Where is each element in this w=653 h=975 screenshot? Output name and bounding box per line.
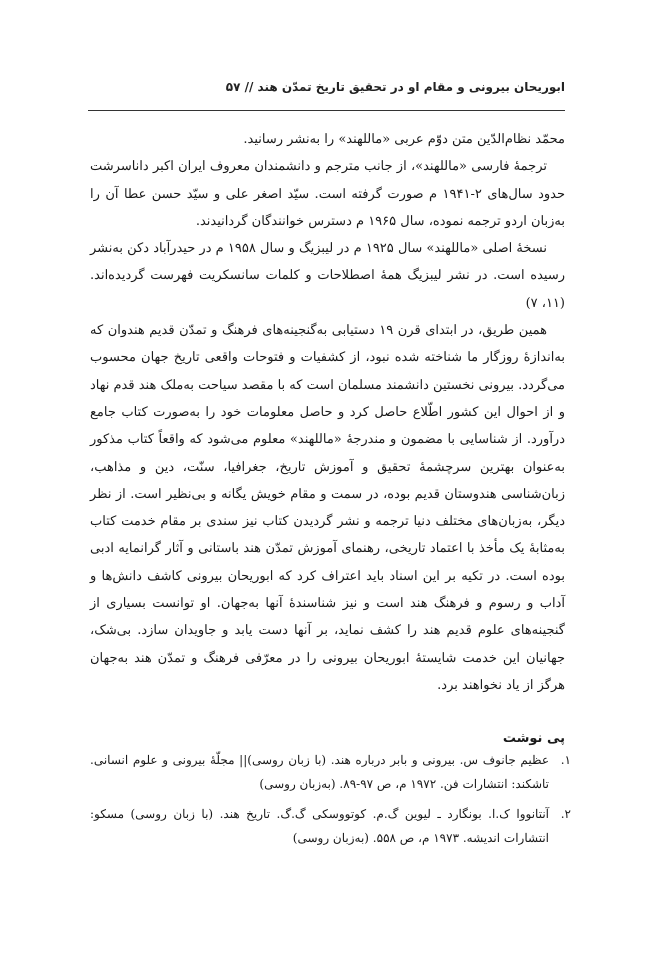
endnote-number: ۱.	[560, 753, 571, 767]
endnote-number: ۲.	[560, 807, 571, 821]
endnote-text: عظیم جانوف س. بیرونی و بابر درباره هند. (با زبان روسی)|| مجلّهٔ بیرونی و علوم انسانی. تاشکند: انتشارات فن. ۱۹۷۲ م، ص ۹۷-۸۹. (به‌زبان روسی)	[90, 753, 549, 791]
paragraph: محمّد نظام‌الدّین متن دوّم عربی «ماللهند» را به‌نشر رسانید.	[243, 132, 565, 147]
endnotes-heading: پی نوشت	[502, 731, 565, 746]
paragraph: ترجمهٔ فارسی «ماللهند»، از جانب مترجم و دانشمندان معروف ایران اکبر داناسرشت حدود سال‌های ۲-۱۹۴۱ م صورت گرفته است. سیّد اصغر علی و سیّد حسن عطا آن را به‌زبان اردو ترجمه نموده، سال ۱۹۶۵ م دسترس خوانندگان گردانیدند.	[90, 159, 565, 229]
endnote-text: آنتانووا ک.ا. بونگارد ـ لیوین گ.م. کوتووسکی گ.گ. تاریخ هند. (با زبان روسی) مسکو: انتشارات اندیشه. ۱۹۷۳ م، ص ۵۵۸. (به‌زبان روسی)	[90, 807, 549, 845]
main-text	[90, 126, 565, 699]
header-rule	[88, 110, 565, 111]
running-header	[88, 80, 565, 94]
endnote-item	[90, 748, 571, 796]
endnotes	[90, 731, 571, 856]
endnote-item	[90, 802, 571, 850]
paragraph: نسخهٔ اصلی «ماللهند» سال ۱۹۲۵ م در لیبزیگ و سال ۱۹۵۸ م در حیدرآباد دکن به‌نشر رسیده است. در نشر لیبزیگ همهٔ اصطلاحات و کلمات سانسکریت فهرست گردیده‌اند. (۱۱، ۷)	[90, 241, 565, 311]
running-title: ابوریحان بیرونی و مقام او در تحقیق تاریخ تمدّن هند // ۵۷	[225, 80, 565, 94]
paragraph: همین طریق، در ابتدای قرن ۱۹ دستیابی به‌گنجینه‌های فرهنگ و تمدّن قدیم هندوان که به‌اندازهٔ روزگار ما شناخته شده نبود، از کشفیات و فتوحات واقعی تاریخ جهان محسوب می‌گردد. بیرونی نخستین دانشمند مسلمان است که با مقصد سیاحت به‌ملک هند قدم نهاد و از احوال این کشور اطّلاع حاصل کرد و حاصل معلومات خود را به‌صورت کتاب جامع درآورد. از شناسایی با مضمون و مندرجهٔ «ماللهند» معلوم می‌شود که واقعاً کتاب مذکور به‌عنوان بهترین سرچشمهٔ تحقیق و آموزش تاریخ، جغرافیا، سنّت، دین و مذاهب، زبان‌شناسی هندوستان قدیم بوده، در سمت و مقام خویش یگانه و بی‌نظیر است. از نظر دیگر، به‌زبان‌های مختلف دنیا ترجمه و نشر گردیدن کتاب نیز سندی بر مقام خدمت کتاب به‌مثابهٔ یک مأخذ با اعتماد تاریخی، رهنمای آموزش تمدّن هند باستانی و آثار گرانمایه ادبی بوده است. در تکیه بر این اسناد باید اعتراف کرد که ابوریحان بیرونی کاشف دانش‌ها و آداب و رسوم و فرهنگ هند است و نیز شناسندهٔ آنها به‌جهان. او توانست بسیاری از گنجینه‌های علوم قدیم هند را کشف نماید، بر آنها دست یابد و جاویدان سازد. بی‌شک، جهانیان این خدمت شایستهٔ ابوریحان بیرونی را در معرّفی فرهنگ و تمدّن هند به‌جهان هرگز از یاد نخواهند برد.	[90, 323, 565, 693]
